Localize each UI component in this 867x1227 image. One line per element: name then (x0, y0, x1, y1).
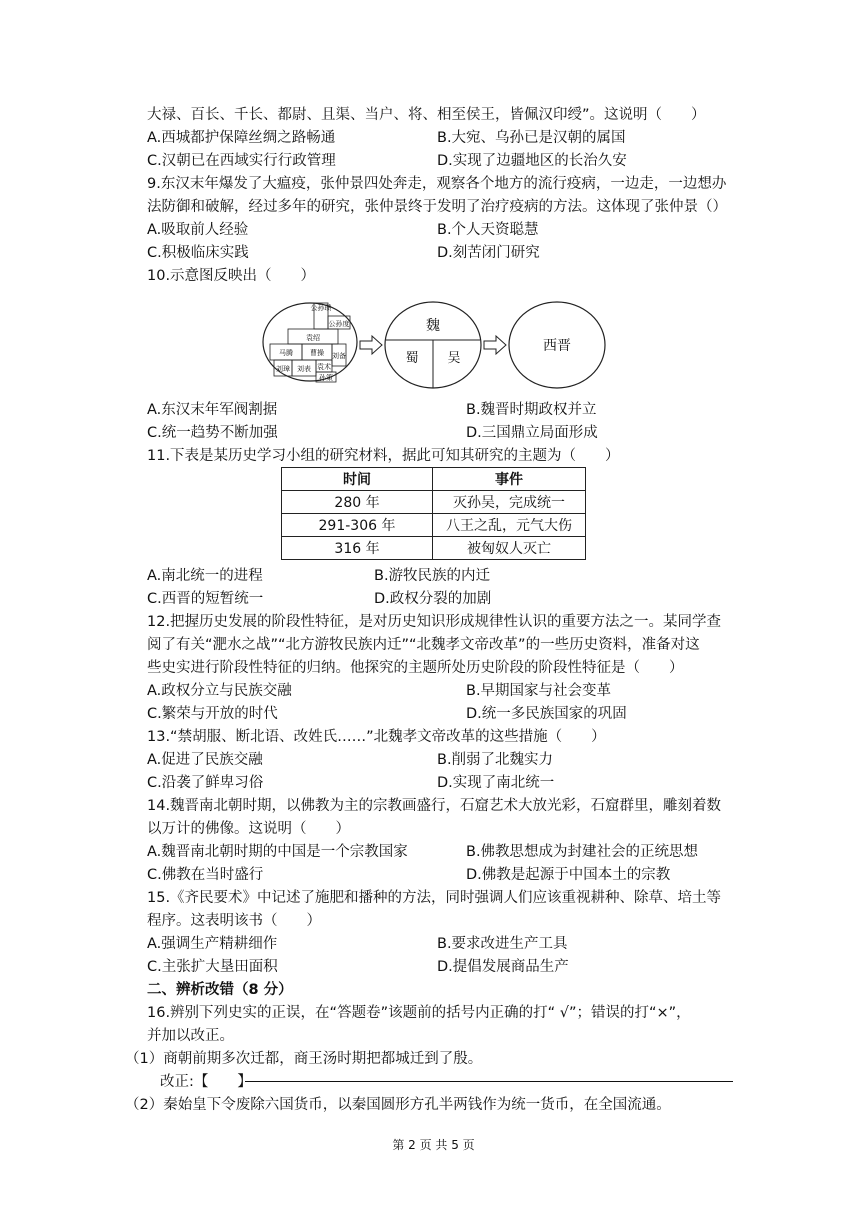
diagram-cell-liubiao: 刘表 (297, 365, 311, 373)
answer-blank-line[interactable] (245, 1081, 733, 1082)
q15-stem-line1: 15.《齐民要术》中记述了施肥和播种的方法，同时强调人们应该重视耕种、除草、培土等 (147, 890, 722, 906)
diagram-wei: 魏 (426, 318, 440, 334)
q12-stem-line1: 12.把握历史发展的阶段性特征，是对历史知识形成规律性认识的重要方法之一。某同学查 (147, 614, 722, 630)
table-row (282, 514, 586, 537)
q11-events-table (281, 467, 586, 560)
q10-diagram (260, 296, 612, 392)
q15-option-a: A.强调生产精耕细作 (147, 936, 278, 952)
q11-option-d: D.政权分裂的加剧 (374, 591, 492, 607)
table-header-event: 事件 (433, 468, 586, 491)
q12-option-a: A.政权分立与民族交融 (147, 683, 292, 699)
q12-option-c: C.繁荣与开放的时代 (147, 706, 278, 722)
q15-option-d: D.提倡发展商品生产 (437, 959, 569, 975)
section-heading: 二、辨析改错（8 分） (147, 982, 293, 998)
q14-option-d: D.佛教是起源于中国本土的宗教 (466, 867, 671, 883)
q11-option-b: B.游牧民族的内迁 (374, 568, 491, 584)
table-cell: 灭孙吴，完成统一 (433, 491, 586, 514)
q16-stem-line1: 16.辨别下列史实的正误，在“答题卷”该题前的括号内正确的打“ √”；错误的打“×”， (147, 1005, 691, 1021)
q10-option-c: C.统一趋势不断加强 (147, 425, 278, 441)
q8-option-c: C.汉朝已在西域实行行政管理 (147, 153, 336, 169)
q10-option-d: D.三国鼎立局面形成 (466, 425, 598, 441)
table-row (282, 491, 586, 514)
table-header-time: 时间 (282, 468, 433, 491)
q9-stem-line1: 9.东汉末年爆发了大瘟疫，张仲景四处奔走，观察各个地方的流行疫病，一边走，一边想办 (147, 176, 727, 192)
q13-option-d: D.实现了南北统一 (437, 775, 555, 791)
arrow-icon (484, 336, 506, 354)
page-footer: 第 2 页 共 5 页 (392, 1138, 475, 1152)
table-row (282, 537, 586, 560)
q9-option-a: A.吸取前人经验 (147, 222, 249, 238)
diagram-xijin: 西晋 (543, 338, 571, 354)
q9-stem-line2: 法防御和破解，经过多年的研究，张仲景终于发明了治疗疫病的方法。这体现了张仲景（） (147, 199, 727, 215)
q8-option-b: B.大宛、乌孙已是汉朝的属国 (437, 130, 626, 146)
q16-fix-label: 改正:【 】 (160, 1074, 252, 1090)
q14-stem-line1: 14.魏晋南北朝时期，以佛教为主的宗教画盛行，石窟艺术大放光彩，石窟群里，雕刻着数 (147, 798, 722, 814)
q16-item1: （1）商朝前期多次迁都，商王汤时期把都城迁到了殷。 (125, 1051, 483, 1067)
table-cell: 被匈奴人灭亡 (433, 537, 586, 560)
q8-option-d: D.实现了边疆地区的长治久安 (437, 153, 627, 169)
q13-stem: 13.“禁胡服、断北语、改姓氏……”北魏孝文帝改革的这些措施（ ） (147, 729, 606, 745)
diagram-cell-mateng: 马腾 (279, 349, 293, 357)
q11-option-a: A.南北统一的进程 (147, 568, 263, 584)
q9-option-d: D.刻苦闭门研究 (437, 245, 540, 261)
diagram-cell-liuzhang: 刘璋 (276, 365, 290, 373)
q16-item2: （2）秦始皇下令废除六国货币，以秦国圆形方孔半两钱作为统一货币，在全国流通。 (125, 1097, 671, 1113)
table-cell: 八王之乱，元气大伤 (433, 514, 586, 537)
q9-option-b: B.个人天资聪慧 (437, 222, 539, 238)
q10-option-a: A.东汉末年军阀割据 (147, 402, 278, 418)
diagram-cell-caocao: 曹操 (310, 349, 324, 357)
q14-option-c: C.佛教在当时盛行 (147, 867, 264, 883)
q8-option-a: A.西城都护保障丝绸之路畅通 (147, 130, 336, 146)
q13-option-b: B.削弱了北魏实力 (437, 752, 554, 768)
diagram-cell-gongsunzan: 公孙瓒 (310, 304, 332, 312)
q10-option-b: B.魏晋时期政权并立 (466, 402, 597, 418)
diagram-cell-gongsundu: 公孙度 (328, 320, 350, 328)
q13-option-a: A.促进了民族交融 (147, 752, 263, 768)
q14-stem-line2: 以万计的佛像。这说明（ ） (147, 821, 350, 837)
q11-option-c: C.西晋的短暂统一 (147, 591, 264, 607)
q12-option-b: B.早期国家与社会变革 (466, 683, 612, 699)
q15-stem-line2: 程序。这表明该书（ ） (147, 913, 321, 929)
q15-option-c: C.主张扩大垦田面积 (147, 959, 278, 975)
diagram-wu: 吴 (447, 351, 461, 366)
diagram-cell-yuanshu: 袁术 (317, 363, 331, 371)
q12-stem-line3: 些史实进行阶段性特征的归纳。他探究的主题所处历史阶段的阶段性特征是（ ） (147, 660, 684, 676)
diagram-cell-liubei: 刘备 (332, 352, 346, 360)
q12-option-d: D.统一多民族国家的巩固 (466, 706, 627, 722)
q11-stem: 11.下表是某历史学习小组的研究材料，据此可知其研究的主题为（ ） (147, 448, 620, 464)
q13-option-c: C.沿袭了鲜卑习俗 (147, 775, 264, 791)
diagram-cell-yuanshao: 袁绍 (306, 334, 320, 342)
q14-option-a: A.魏晋南北朝时期的中国是一个宗教国家 (147, 844, 408, 860)
diagram-cell-sunce: 孙策 (319, 374, 333, 382)
table-cell: 280 年 (282, 491, 433, 514)
q9-option-c: C.积极临床实践 (147, 245, 249, 261)
q15-option-b: B.要求改进生产工具 (437, 936, 568, 952)
table-cell: 291-306 年 (282, 514, 433, 537)
table-cell: 316 年 (282, 537, 433, 560)
diagram-shu: 蜀 (405, 351, 419, 366)
q12-stem-line2: 阅了有关“淝水之战”“北方游牧民族内迁”“北魏孝文帝改革”的一些历史资料，准备对这 (147, 637, 700, 653)
q14-option-b: B.佛教思想成为封建社会的正统思想 (466, 844, 699, 860)
q10-stem: 10.示意图反映出（ ） (147, 268, 316, 284)
q16-stem-line2: 并加以改正。 (147, 1028, 234, 1044)
arrow-icon (360, 336, 382, 354)
q8-stem-tail: 大禄、百长、千长、都尉、且渠、当户、将、相至侯王，皆佩汉印绶”。这说明（ ） (147, 107, 706, 123)
